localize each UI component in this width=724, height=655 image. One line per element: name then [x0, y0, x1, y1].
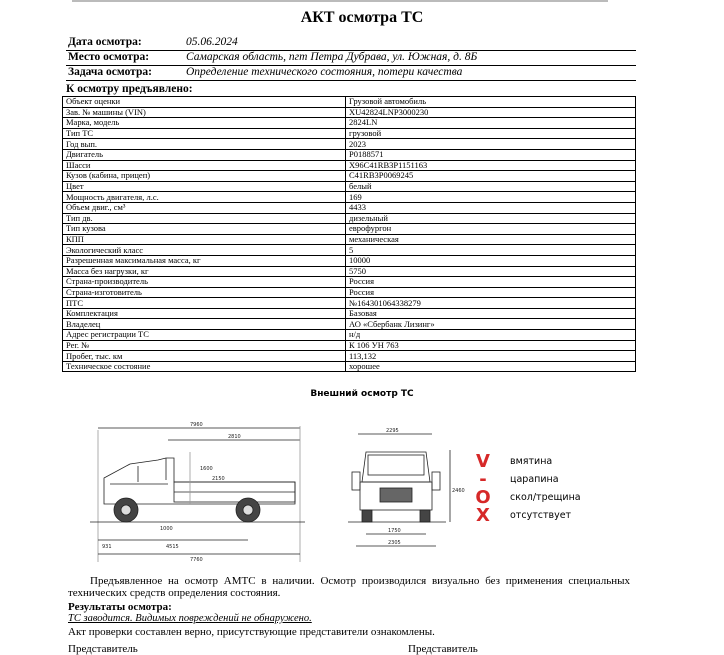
spec-value: 5	[346, 245, 636, 256]
inspection-paragraph: Предъявленное на осмотр АМТС в наличии. Осмотр производился визуально без применения специальных технических средств определения состояния.	[68, 575, 630, 599]
dim-label: 4515	[166, 544, 179, 550]
info-label: Место осмотра:	[68, 51, 150, 63]
spec-value: белый	[346, 181, 636, 192]
legend-item	[470, 489, 670, 507]
spec-value: К 106 УН 763	[346, 340, 636, 351]
spec-row	[63, 139, 636, 150]
front-tire-left	[362, 510, 372, 522]
spec-label: Комплектация	[63, 308, 346, 319]
spec-label: Тип ТС	[63, 128, 346, 139]
spec-row	[63, 160, 636, 171]
spec-label: Техническое состояние	[63, 361, 346, 372]
spec-row	[63, 213, 636, 224]
spec-value: 2023	[346, 139, 636, 150]
mirror-left	[352, 472, 360, 490]
legend-label: царапина	[510, 474, 559, 485]
info-row-place	[66, 51, 636, 66]
front-tire-right	[420, 510, 430, 522]
spec-value: н/д	[346, 330, 636, 341]
dim-label: 2810	[228, 434, 241, 440]
spec-value: Россия	[346, 287, 636, 298]
visual-inspection-title: Внешний осмотр ТС	[310, 389, 414, 399]
spec-label: Адрес регистрации ТС	[63, 330, 346, 341]
signature-left: Представитель	[68, 643, 138, 655]
spec-row	[63, 234, 636, 245]
spec-row	[63, 97, 636, 108]
top-rule	[72, 0, 608, 2]
dim-label: 931	[102, 544, 112, 550]
spec-value: механическая	[346, 234, 636, 245]
spec-value: X96C41RB3P1151163	[346, 160, 636, 171]
hub-front	[121, 505, 131, 515]
spec-value: 113,132	[346, 351, 636, 362]
spec-row	[63, 308, 636, 319]
spec-value: хорошее	[346, 361, 636, 372]
info-value: Самарская область, пгт Петра Дубрава, ул. Южная, д. 8Б	[186, 51, 478, 63]
spec-label: Год вып.	[63, 139, 346, 150]
spec-row	[63, 128, 636, 139]
spec-row	[63, 118, 636, 129]
legend-item	[470, 507, 670, 525]
spec-row	[63, 181, 636, 192]
dim-label: 1750	[388, 528, 401, 534]
chip-symbol: O	[475, 487, 491, 508]
results-heading: Результаты осмотра:	[68, 601, 172, 613]
spec-label: Шасси	[63, 160, 346, 171]
spec-value: C41RB3P0069245	[346, 171, 636, 182]
closing-statement: Акт проверки составлен верно, присутствующие представители ознакомлены.	[68, 626, 435, 638]
legend-label: вмятина	[510, 456, 553, 467]
spec-row	[63, 224, 636, 235]
spec-row	[63, 171, 636, 182]
inspection-info	[66, 36, 636, 81]
dim-label: 1000	[160, 526, 173, 532]
spec-label: Пробег, тыс. км	[63, 351, 346, 362]
spec-label: Зав. № машины (VIN)	[63, 107, 346, 118]
spec-value: 10000	[346, 255, 636, 266]
spec-label: Страна-изготовитель	[63, 287, 346, 298]
grille	[380, 488, 412, 502]
spec-value: дизельный	[346, 213, 636, 224]
spec-label: Мощность двигателя, л.с.	[63, 192, 346, 203]
spec-label: Двигатель	[63, 149, 346, 160]
spec-row	[63, 330, 636, 341]
dim-label: 2305	[388, 540, 401, 546]
spec-row	[63, 192, 636, 203]
spec-value: P0188571	[346, 149, 636, 160]
spec-value: Грузовой автомобиль	[346, 97, 636, 108]
spec-label: Масса без нагрузки, кг	[63, 266, 346, 277]
spec-value: 169	[346, 192, 636, 203]
spec-label: Марка, модель	[63, 118, 346, 129]
spec-row	[63, 266, 636, 277]
dim-label: 7760	[190, 557, 203, 562]
spec-label: Объект оценки	[63, 97, 346, 108]
spec-row	[63, 245, 636, 256]
info-value: Определение технического состояния, потери качества	[186, 66, 463, 78]
spec-label: Тип дв.	[63, 213, 346, 224]
spec-label: Кузов (кабина, прицеп)	[63, 171, 346, 182]
dim-label: 7960	[190, 422, 203, 428]
scratch-symbol: -	[479, 469, 487, 490]
spec-label: КПП	[63, 234, 346, 245]
dent-symbol: V	[476, 451, 490, 472]
truck-side-body	[104, 458, 295, 504]
spec-row	[63, 287, 636, 298]
spec-value: Базовая	[346, 308, 636, 319]
legend-item	[470, 471, 670, 489]
spec-row	[63, 298, 636, 309]
info-value: 05.06.2024	[186, 36, 238, 48]
spec-row	[63, 319, 636, 330]
spec-value: №164301064338279	[346, 298, 636, 309]
spec-label: Рег. №	[63, 340, 346, 351]
spec-row	[63, 277, 636, 288]
spec-value: XU42824LNP3000230	[346, 107, 636, 118]
spec-label: Владелец	[63, 319, 346, 330]
spec-row	[63, 361, 636, 372]
dim-label: 2295	[386, 428, 399, 434]
legend-item	[470, 453, 670, 471]
spec-label: Тип кузова	[63, 224, 346, 235]
spec-row	[63, 149, 636, 160]
spec-label: Экологический класс	[63, 245, 346, 256]
dim-label: 1600	[200, 466, 213, 472]
legend-label: отсутствует	[510, 510, 572, 521]
windshield	[368, 455, 424, 475]
spec-row	[63, 340, 636, 351]
spec-value: 5750	[346, 266, 636, 277]
info-label: Дата осмотра:	[68, 36, 142, 48]
spec-label: ПТС	[63, 298, 346, 309]
spec-value: АО «Сбербанк Лизинг»	[346, 319, 636, 330]
truck-diagram	[90, 422, 470, 562]
spec-table	[62, 96, 636, 372]
spec-row	[63, 255, 636, 266]
spec-value: 2824LN	[346, 118, 636, 129]
info-label: Задача осмотра:	[68, 66, 152, 78]
spec-row	[63, 202, 636, 213]
info-row-task	[66, 66, 636, 81]
spec-label: Разрешенная максимальная масса, кг	[63, 255, 346, 266]
spec-value: Россия	[346, 277, 636, 288]
hub-rear	[243, 505, 253, 515]
spec-value: 4433	[346, 202, 636, 213]
signature-right: Представитель	[408, 643, 478, 655]
spec-row	[63, 351, 636, 362]
spec-label: Цвет	[63, 181, 346, 192]
dim-label: 2150	[212, 476, 225, 482]
results-text: ТС заводится. Видимых повреждений не обнаружено.	[68, 613, 312, 624]
spec-value: еврофургон	[346, 224, 636, 235]
page-title: АКТ осмотра ТС	[300, 9, 424, 26]
spec-value: грузовой	[346, 128, 636, 139]
cab-lines	[110, 458, 168, 484]
spec-label: Объем двиг., см³	[63, 202, 346, 213]
truck-front-cab	[362, 452, 430, 482]
legend-label: скол/трещина	[510, 492, 581, 503]
presented-heading: К осмотру предъявлено:	[66, 83, 193, 95]
info-row-date	[66, 36, 636, 51]
spec-row	[63, 107, 636, 118]
missing-symbol: X	[476, 505, 490, 526]
dim-label: 2460	[452, 488, 465, 494]
spec-label: Страна-производитель	[63, 277, 346, 288]
mirror-right	[432, 472, 440, 490]
